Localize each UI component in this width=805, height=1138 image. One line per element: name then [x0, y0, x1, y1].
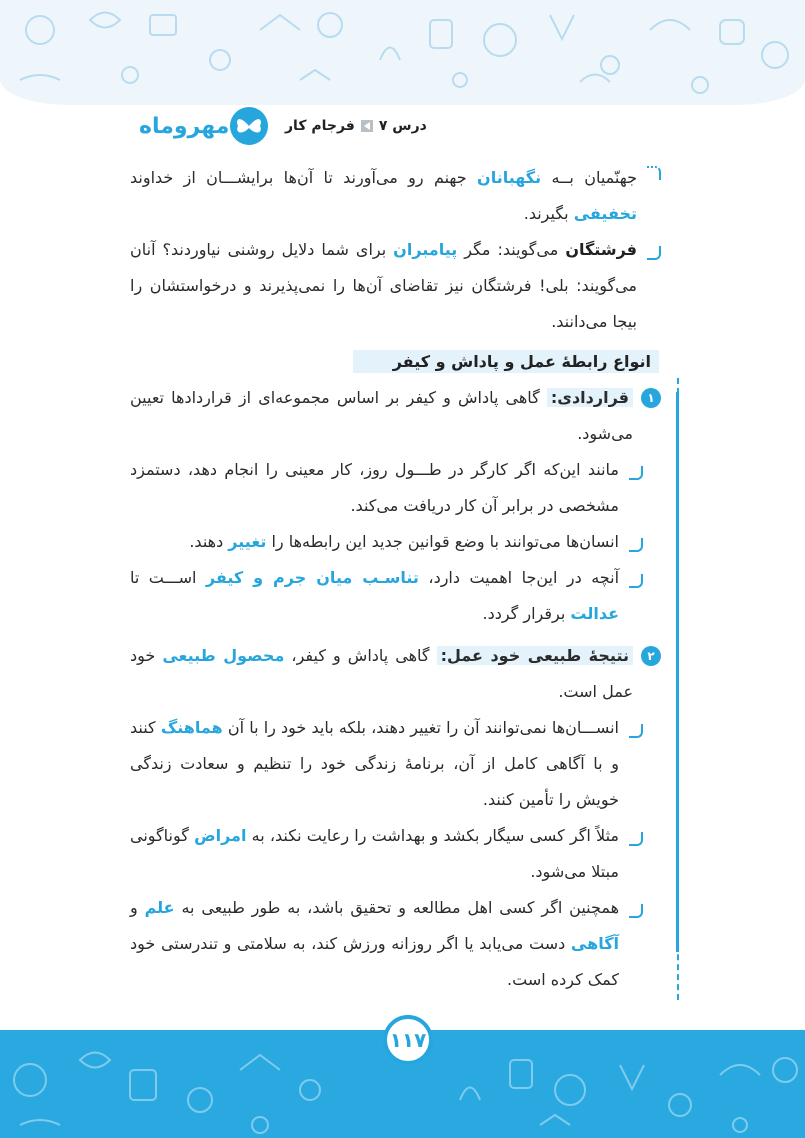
- bullet-hook-icon: [629, 904, 643, 918]
- keyword: امراض: [194, 826, 247, 845]
- sub-list-2: [130, 710, 665, 998]
- butterfly-logo-icon: [229, 106, 269, 146]
- keyword: عدالت: [570, 604, 619, 623]
- sub-item: آنچه در این‌جا اهمیت دارد، تناسـب میان جرم و کیفر اســـت تا عدالت برقرار گردد.: [130, 560, 647, 632]
- header-decor-band: [0, 0, 805, 105]
- keyword: محصول طبیعی: [162, 646, 285, 665]
- intro-paragraph-1: جهنّمیان بــه نگهبانان جهنم رو می‌آورند تا آن‌ها برایشـــان از خداوند تخفیفی بگیرند.: [130, 160, 665, 232]
- bullet-hook-icon: [629, 724, 643, 738]
- bullet-hook-icon: [647, 246, 661, 260]
- keyword: تغییر: [228, 532, 267, 551]
- keyword: آگاهی: [570, 934, 619, 953]
- page-number: ۱۱۷: [383, 1015, 433, 1065]
- keyword: تخفیفی: [573, 204, 637, 223]
- number-badge: ۲: [641, 646, 661, 666]
- intro-paragraph-2: فرشتگان می‌گویند: مگر پیامبران برای شما دلایل روشنی نیاوردند؟ آنان می‌گویند: بلی! فرشتگان نیز تقاضای آن‌ها را نمی‌پذیرند و درخواستشان را بیجا می‌دانند.: [130, 232, 665, 340]
- number-badge: ۱: [641, 388, 661, 408]
- breadcrumb: [285, 118, 427, 134]
- list-item-1: ۱ قراردادی: گاهی پاداش و کیفر بر اساس مجموعه‌ای از قراردادها تعیین می‌شود.: [130, 380, 665, 452]
- doodle-pattern: [0, 0, 805, 105]
- section-rail: [676, 392, 679, 952]
- sub-item: مثلاً اگر کسی سیگار بکشد و بهداشت را رعایت نکند، به امراض گوناگونی مبتلا می‌شود.: [130, 818, 647, 890]
- keyword: نگهبانان: [477, 168, 542, 187]
- bullet-hook-icon: [629, 832, 643, 846]
- lesson-number: درس ۷: [378, 118, 427, 134]
- page-content: [130, 160, 665, 998]
- brand-name: مهروماه: [139, 113, 230, 139]
- keyword: علم: [144, 898, 175, 917]
- bullet-hook-icon: [629, 538, 643, 552]
- bullet-hook-icon: [629, 466, 643, 480]
- keyword: پیامبران: [393, 240, 458, 259]
- section-heading: انواع رابطهٔ عمل و پاداش و کیفر: [130, 348, 665, 376]
- sub-item: انسان‌ها می‌توانند با وضع قوانین جدید این رابطه‌ها را تغییر دهند.: [130, 524, 647, 560]
- sub-item: انســـان‌ها نمی‌توانند آن را تغییر دهند، بلکه باید خود را با آن هماهنگ کنند و با آگاهی کامل از آن، برنامهٔ زندگی خود را تنظیم و سعادت زندگی خویش را تأمین کنند.: [130, 710, 647, 818]
- list-item-2: ۲ نتیجهٔ طبیعی خود عمل: گاهی پاداش و کیفر، محصول طبیعی خود عمل است.: [130, 638, 665, 710]
- sub-item: همچنین اگر کسی اهل مطالعه و تحقیق باشد، به طور طبیعی به علم و آگاهی دست می‌یابد یا اگر روزانه ورزش کند، به سلامتی و تندرستی خود کمک کرده است.: [130, 890, 647, 998]
- chapter-title: فرجام کار: [285, 118, 355, 134]
- item-label: نتیجهٔ طبیعی خود عمل:: [437, 646, 633, 665]
- bullet-hook-icon: [647, 166, 661, 180]
- bullet-hook-icon: [629, 574, 643, 588]
- sub-item: مانند این‌که اگر کارگر در طـــول روز، کار معینی را انجام دهد، دستمزد مشخصی در برابر آن کار دریافت می‌کند.: [130, 452, 647, 524]
- item-label: قراردادی:: [547, 388, 633, 407]
- breadcrumb-arrow-icon: [361, 120, 373, 132]
- keyword: تناسـب میان جرم و کیفر: [205, 568, 419, 587]
- brand: [135, 106, 269, 146]
- page-header: [0, 102, 805, 150]
- keyword: هماهنگ: [160, 718, 223, 737]
- sub-list-1: [130, 452, 665, 632]
